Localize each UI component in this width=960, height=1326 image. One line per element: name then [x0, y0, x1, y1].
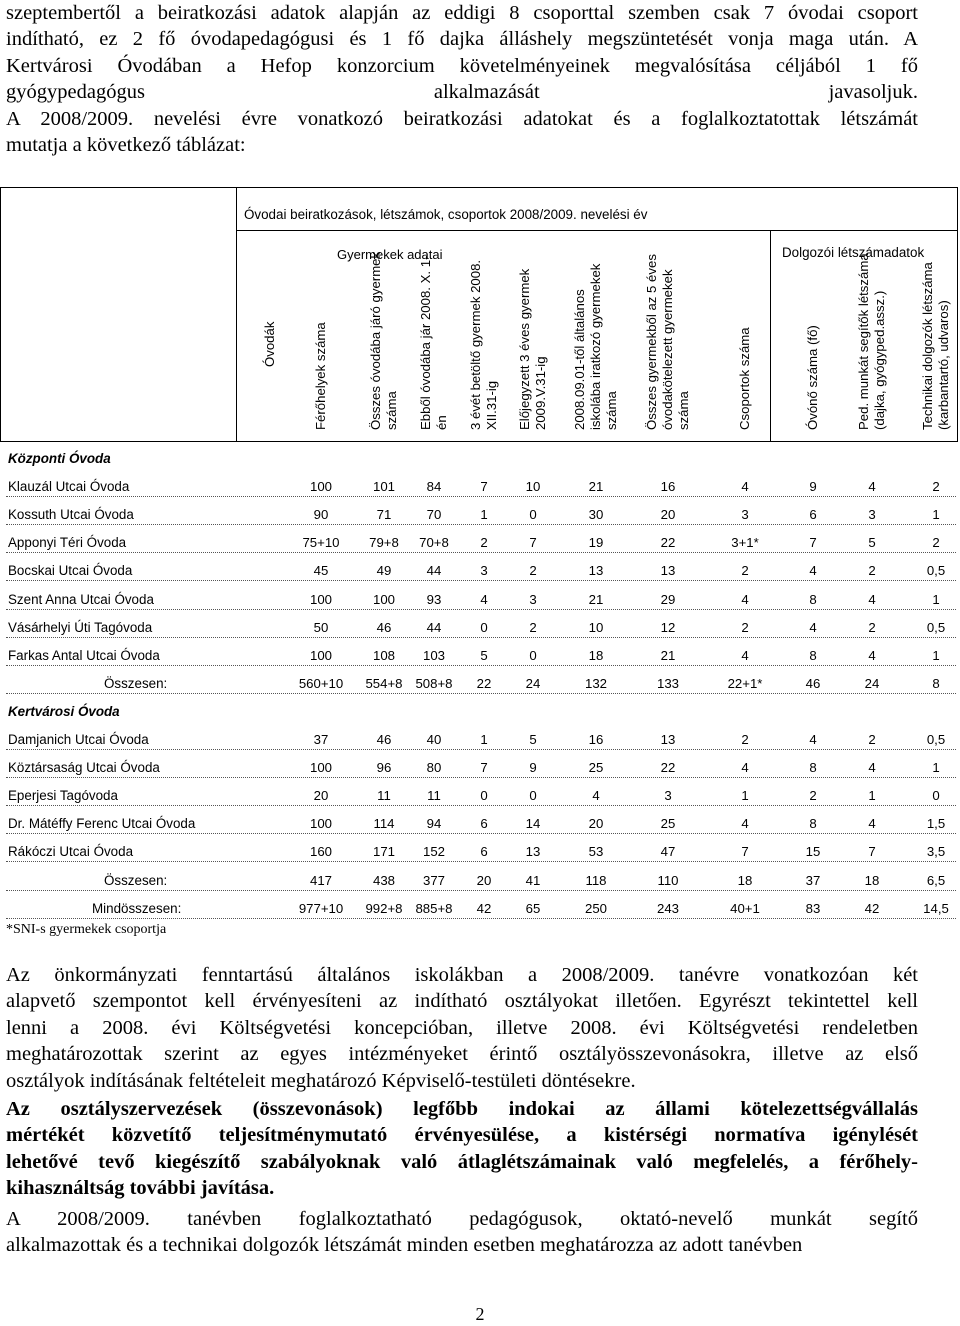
cell-value: 46	[376, 732, 392, 747]
cell-value: 560+10	[298, 675, 344, 691]
cell-value: 24	[864, 675, 880, 691]
cell-value: 79+8	[369, 535, 399, 551]
row-rule	[6, 833, 956, 834]
cell-value: 20	[660, 507, 676, 523]
cell-value: 100	[309, 760, 332, 776]
cell-value: 10	[588, 619, 604, 635]
cell-value: 19	[588, 535, 604, 551]
cell-value: 160	[309, 844, 332, 860]
cell-value: 1	[932, 507, 940, 523]
header-label-line: 2008.09.01-től általános	[572, 289, 587, 430]
group-label: Központi Óvoda	[8, 451, 111, 466]
cell-value: 243	[656, 900, 679, 916]
cell-value: 7	[868, 844, 876, 860]
text-line: meghatározottak szerint az egyes intézményeket érintő osztályösszevonásokra, illetve az első	[6, 1043, 918, 1066]
row-rule	[6, 918, 956, 919]
header-label-line: (karbantartó, udvaros)	[936, 300, 951, 430]
header-label-line: Óvodák	[262, 321, 277, 367]
cell-value: 103	[422, 647, 445, 663]
cell-value: 47	[660, 844, 676, 860]
cell-value: 21	[588, 591, 604, 607]
text-line: mutatja a következő táblázat:	[6, 134, 246, 157]
cell-value: 992+8	[365, 900, 403, 916]
header-label-line: 3 évét betöltő gyermek 2008.	[468, 259, 483, 430]
total-label: Összesen:	[104, 675, 168, 691]
text-line: Kertvárosi Óvodában a Hefop konzorcium követelményeinek megvalósítása céljából 1 fő	[6, 54, 918, 77]
row-label: Rákóczi Utcai Óvoda	[8, 844, 134, 860]
row-rule	[6, 637, 956, 638]
table-row	[0, 780, 958, 808]
cell-value: 4	[868, 647, 876, 663]
header-label-line: Ped. munkát segítők létszáma	[856, 253, 871, 430]
cell-value: 4	[480, 591, 488, 607]
cell-value: 4	[868, 479, 876, 495]
enrollment-table	[0, 187, 960, 935]
cell-value: 114	[373, 816, 395, 832]
group-row	[0, 696, 958, 724]
staff-data-heading: Dolgozói létszámadatok	[782, 245, 925, 260]
cell-value: 101	[372, 479, 395, 495]
cell-value: 1	[932, 760, 940, 776]
cell-value: 3	[741, 507, 749, 523]
table-row	[0, 612, 958, 640]
cell-value: 2	[932, 479, 940, 495]
table-row	[0, 808, 958, 836]
group-label: Kertvárosi Óvoda	[8, 703, 120, 719]
cell-value: 9	[809, 479, 817, 495]
cell-value: 2	[932, 535, 940, 551]
cell-value: 30	[588, 507, 604, 523]
cell-value: 41	[525, 872, 541, 888]
footnote: *SNI-s gyermekek csoportja	[6, 921, 167, 937]
cell-value: 42	[864, 900, 880, 916]
cell-value: 13	[525, 844, 541, 860]
row-rule	[6, 524, 956, 525]
cell-value: 15	[805, 844, 821, 860]
text-line: lenni a 2008. évi Költségvetési koncepcióban, illetve 2008. évi Költségvetési rendeletben	[6, 1016, 918, 1039]
cell-value: 100	[309, 479, 332, 495]
cell-value: 70+8	[419, 535, 449, 551]
cell-value: 2	[868, 732, 876, 747]
cell-value: 2	[868, 563, 876, 579]
cell-value: 6	[809, 507, 817, 523]
cell-value: 22	[476, 675, 492, 691]
header-label-line: óvodakötelezett gyermekek	[660, 269, 675, 430]
cell-value: 1	[932, 647, 940, 663]
cell-value: 0,5	[926, 619, 946, 635]
cell-value: 10	[525, 479, 541, 495]
cell-value: 4	[741, 479, 749, 495]
row-label: Klauzál Utcai Óvoda	[8, 479, 130, 495]
cell-value: 44	[426, 563, 442, 579]
table-title: Óvodai beiratkozások, létszámok, csoportok 2008/2009. nevelési év	[244, 207, 648, 222]
cell-value: 3	[664, 788, 672, 804]
cell-value: 4	[741, 760, 749, 776]
cell-value: 2	[809, 788, 817, 804]
cell-value: 84	[426, 479, 442, 495]
header-label-line: száma	[676, 391, 691, 430]
total-row	[0, 668, 958, 696]
cell-value: 0	[529, 647, 537, 663]
cell-value: 0	[480, 788, 488, 804]
table-row	[0, 836, 958, 864]
row-rule	[6, 665, 956, 666]
cell-value: 4	[741, 591, 749, 607]
cell-value: 65	[525, 900, 541, 916]
cell-value: 7	[741, 844, 749, 860]
row-rule	[6, 552, 956, 553]
cell-value: 22	[660, 760, 676, 776]
paragraph-staff-numbers	[6, 1206, 918, 1259]
header-label-line: én	[434, 415, 449, 430]
cell-value: 40	[426, 732, 442, 747]
text-line: mértékét közvetítő teljesítménymutató érvényesülése, a kistérségi normatíva igénylését	[6, 1124, 918, 1147]
cell-value: 49	[376, 563, 392, 579]
header-label-line: Összes óvodába járó gyermek	[368, 251, 383, 430]
cell-value: 7	[480, 479, 488, 495]
cell-value: 20	[313, 788, 329, 804]
cell-value: 885+8	[415, 900, 453, 916]
cell-value: 6	[480, 816, 488, 832]
cell-value: 2	[529, 619, 537, 635]
header-label-line: 2009.V.31-ig	[533, 356, 548, 430]
cell-value: 2	[529, 563, 537, 579]
row-rule	[6, 890, 956, 891]
cell-value: 16	[660, 479, 676, 495]
header-label-line: Összes gyermekből az 5 éves	[644, 254, 659, 430]
text-line: kihasználtság további javítása.	[6, 1177, 275, 1200]
cell-value: 93	[426, 591, 442, 607]
row-label: Farkas Antal Utcai Óvoda	[8, 647, 160, 663]
cell-value: 0	[480, 619, 488, 635]
cell-value: 94	[426, 816, 442, 832]
cell-value: 4	[868, 816, 876, 832]
row-rule	[6, 693, 956, 694]
cell-value: 1	[932, 591, 940, 607]
cell-value: 11	[427, 788, 441, 804]
header-label-line: Óvónő száma (fő)	[805, 325, 820, 430]
cell-value: 438	[372, 872, 395, 888]
cell-value: 4	[809, 563, 817, 579]
cell-value: 5	[529, 732, 537, 747]
row-rule	[6, 777, 956, 778]
col-ovodak-heading	[262, 322, 278, 367]
cell-value: 100	[309, 591, 332, 607]
cell-value: 0,5	[926, 563, 946, 579]
row-label: Köztársaság Utcai Óvoda	[8, 760, 160, 776]
table-row	[0, 527, 958, 555]
total-row	[0, 865, 958, 893]
cell-value: 171	[372, 844, 395, 860]
text-line: osztályok indításának feltételeit meghatározó Képviselő-testületi döntésekre.	[6, 1069, 636, 1092]
cell-value: 18	[737, 872, 753, 888]
row-label: Kossuth Utcai Óvoda	[8, 507, 134, 523]
cell-value: 508+8	[415, 675, 453, 691]
header-col-divider	[770, 230, 771, 442]
header-label-line: száma	[384, 391, 399, 430]
cell-value: 8	[809, 760, 817, 776]
cell-value: 40+1	[730, 900, 760, 916]
cell-value: 37	[313, 732, 329, 747]
cell-value: 53	[588, 844, 604, 860]
children-data-heading: Gyermekek adatai	[337, 247, 443, 262]
header-col-divider	[236, 187, 237, 442]
cell-value: 2	[741, 619, 749, 635]
cell-value: 83	[805, 900, 821, 916]
cell-value: 8	[932, 675, 940, 691]
header-label-line: Csoportok száma	[737, 327, 752, 430]
cell-value: 4	[592, 788, 600, 804]
paragraph-class-organization	[6, 1096, 918, 1202]
text-line: alapvető szempontot kell érvényesíteni az indítható osztályokat illetően. Egyrészt tekintettel kell	[6, 990, 918, 1013]
text-line: indítható, ez 2 fő óvodapedagógusi és 1 fő dajka álláshely megszüntetését vonja maga után. A	[6, 28, 918, 51]
text-line: alkalmazottak és a technikai dolgozók létszámát minden esetben meghatározza az adott tanévben	[6, 1234, 803, 1257]
cell-value: 25	[660, 816, 676, 832]
cell-value: 250	[584, 900, 607, 916]
text-line: Az osztályszervezések (összevonások) legfőbb indokai az állami kötelezettségvállalás	[6, 1098, 918, 1120]
cell-value: 1,5	[926, 816, 946, 832]
cell-value: 4	[741, 647, 749, 663]
cell-value: 152	[422, 844, 445, 860]
cell-value: 2	[868, 619, 876, 635]
text-line: szeptembertől a beiratkozási adatok alapján az eddigi 8 csoporttal szemben csak 7 óvodai csoport	[6, 2, 918, 24]
cell-value: 4	[809, 732, 817, 747]
cell-value: 1	[480, 507, 488, 523]
header-label-line: Férőhelyek száma	[313, 322, 328, 430]
cell-value: 80	[426, 760, 442, 776]
cell-value: 0,5	[926, 732, 946, 747]
total-label: Összesen:	[104, 872, 168, 888]
cell-value: 1	[741, 788, 749, 804]
header-label-line: Technikai dolgozók létszáma	[920, 262, 935, 430]
cell-value: 3+1*	[731, 535, 759, 551]
cell-value: 11	[377, 788, 391, 804]
row-rule	[6, 580, 956, 581]
table-row	[0, 640, 958, 668]
cell-value: 5	[480, 647, 488, 663]
cell-value: 45	[313, 563, 329, 579]
cell-value: 24	[525, 675, 541, 691]
cell-value: 4	[809, 619, 817, 635]
page-number: 2	[475, 1304, 485, 1324]
cell-value: 1	[868, 788, 876, 804]
cell-value: 133	[656, 675, 679, 691]
cell-value: 22+1*	[727, 675, 763, 691]
cell-value: 50	[313, 619, 329, 635]
cell-value: 7	[809, 535, 817, 551]
text-line: gyógypedagógus alkalmazását javasoljuk.	[6, 81, 918, 104]
cell-value: 7	[480, 760, 488, 776]
cell-value: 70	[426, 507, 442, 523]
cell-value: 100	[309, 647, 332, 663]
table-row	[0, 555, 958, 583]
group-row	[0, 443, 958, 471]
cell-value: 5	[868, 535, 876, 551]
row-label: Dr. Mátéffy Ferenc Utcai Óvoda	[8, 816, 196, 832]
text-line: Az önkormányzati fenntartású általános iskolákban a 2008/2009. tanévre vonatkozóan két	[6, 964, 918, 986]
cell-value: 4	[741, 816, 749, 832]
cell-value: 16	[588, 732, 604, 747]
cell-value: 8	[809, 816, 817, 832]
cell-value: 21	[660, 647, 676, 663]
row-rule	[6, 609, 956, 610]
cell-value: 13	[660, 732, 676, 747]
cell-value: 44	[426, 619, 442, 635]
cell-value: 96	[376, 760, 392, 776]
table-row	[0, 471, 958, 499]
cell-value: 100	[309, 816, 332, 832]
cell-value: 14	[525, 816, 541, 832]
text-line: lehetővé tevő kiegészítő szabályoknak való átlaglétszámainak való megfelelés, a férőhely-	[6, 1150, 918, 1173]
cell-value: 29	[660, 591, 676, 607]
cell-value: 132	[584, 675, 607, 691]
table-row	[0, 584, 958, 612]
cell-value: 977+10	[298, 900, 344, 916]
cell-value: 0	[529, 788, 537, 804]
cell-value: 6	[480, 844, 488, 860]
cell-value: 0	[932, 788, 940, 804]
row-label: Apponyi Téri Óvoda	[8, 535, 127, 551]
cell-value: 13	[588, 563, 604, 579]
cell-value: 22	[660, 535, 676, 551]
row-label: Szent Anna Utcai Óvoda	[8, 591, 154, 607]
table-row	[0, 724, 958, 752]
text-line: A 2008/2009. nevelési évre vonatkozó beiratkozási adatokat és a foglalkoztatottak létszámát	[6, 107, 918, 130]
row-label: Vásárhelyi Úti Tagóvoda	[8, 619, 153, 635]
cell-value: 13	[660, 563, 676, 579]
cell-value: 46	[376, 619, 392, 635]
row-label: Eperjesi Tagóvoda	[8, 788, 118, 804]
cell-value: 37	[805, 872, 821, 888]
cell-value: 3,5	[926, 844, 946, 860]
row-rule	[6, 805, 956, 806]
header-label-line: XII.31-ig	[484, 380, 499, 430]
cell-value: 417	[309, 872, 332, 888]
cell-value: 377	[422, 872, 445, 888]
cell-value: 8	[809, 591, 817, 607]
cell-value: 71	[376, 507, 392, 523]
cell-value: 21	[588, 479, 604, 495]
cell-value: 8	[809, 647, 817, 663]
header-label-line: iskolába iratkozó gyermekek	[588, 263, 603, 430]
cell-value: 3	[868, 507, 876, 523]
row-label: Bocskai Utcai Óvoda	[8, 563, 133, 579]
cell-value: 14,5	[923, 900, 949, 916]
cell-value: 1	[480, 732, 488, 747]
paragraph-school-classes	[6, 962, 918, 1094]
cell-value: 7	[529, 535, 537, 551]
cell-value: 42	[476, 900, 492, 916]
header-label-line: Ebből óvodába jár 2008. X. 1-	[418, 255, 433, 430]
cell-value: 9	[529, 760, 537, 776]
cell-value: 4	[868, 591, 876, 607]
cell-value: 554+8	[365, 675, 403, 691]
total-row	[0, 893, 958, 921]
table-row	[0, 499, 958, 527]
cell-value: 6,5	[926, 872, 946, 888]
header-label-line: (dajka, gyógyped.assz.)	[872, 290, 887, 430]
cell-value: 18	[588, 647, 604, 663]
row-label: Damjanich Utcai Óvoda	[8, 732, 149, 747]
cell-value: 2	[480, 535, 488, 551]
intro-paragraph	[6, 0, 918, 158]
cell-value: 4	[868, 760, 876, 776]
cell-value: 2	[741, 563, 749, 579]
cell-value: 75+10	[302, 535, 340, 551]
row-rule	[6, 749, 956, 750]
table-row	[0, 752, 958, 780]
header-label-line: száma	[604, 391, 619, 430]
cell-value: 0	[529, 507, 537, 523]
header-divider	[236, 230, 958, 231]
cell-value: 12	[660, 619, 676, 635]
cell-value: 100	[372, 591, 395, 607]
row-rule	[6, 861, 956, 862]
cell-value: 20	[476, 872, 492, 888]
cell-value: 3	[529, 591, 537, 607]
cell-value: 110	[657, 872, 679, 888]
cell-value: 108	[372, 647, 395, 663]
text-line: A 2008/2009. tanévben foglalkoztatható pedagógusok, oktató-nevelő munkát segítő	[6, 1208, 918, 1230]
cell-value: 118	[585, 872, 607, 888]
cell-value: 46	[805, 675, 821, 691]
row-rule	[6, 496, 956, 497]
cell-value: 90	[313, 507, 329, 523]
cell-value: 25	[588, 760, 604, 776]
header-label-line: Előjegyzett 3 éves gyermek	[517, 268, 532, 430]
cell-value: 18	[864, 872, 880, 888]
total-label: Mindösszesen:	[92, 900, 182, 916]
cell-value: 20	[588, 816, 604, 832]
cell-value: 2	[741, 732, 749, 747]
cell-value: 3	[480, 563, 488, 579]
